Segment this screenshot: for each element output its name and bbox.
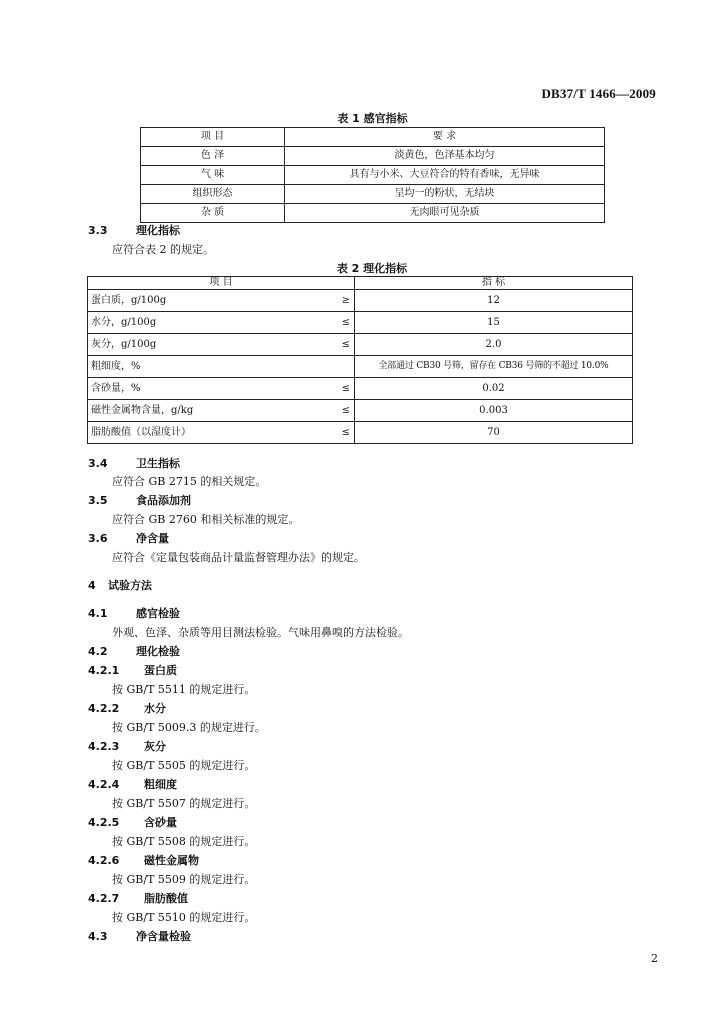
operator: ≤	[330, 422, 355, 444]
table-row	[88, 422, 633, 444]
operator: ≤	[330, 334, 355, 356]
column-header: 项 目	[141, 128, 285, 147]
table-cell: 气 味	[141, 166, 285, 185]
section-text: 外观、色泽、杂质等用目测法检验。气味用鼻嗅的方法检验。	[112, 626, 409, 639]
operator	[330, 356, 355, 378]
section-text: 应符合表 2 的规定。	[112, 243, 214, 256]
operator: ≤	[330, 312, 355, 334]
section-title: 试验方法	[108, 579, 152, 592]
physicochemical-table	[87, 276, 633, 444]
item-value: 全部通过 CB30 号筛，留存在 CB36 号筛的不超过 10.0%	[355, 356, 633, 378]
section-heading	[88, 492, 191, 508]
table-cell: 具有与小米、大豆符合的特有香味，无异味	[285, 166, 605, 185]
column-header: 指 标	[355, 277, 633, 290]
operator: ≤	[330, 378, 355, 400]
table-cell: 淡黄色，色泽基本均匀	[285, 147, 605, 166]
section-number: 3.6	[88, 532, 108, 545]
section-heading	[88, 814, 177, 830]
item-name: 灰分，g/100g	[88, 334, 331, 356]
table-cell: 组织形态	[141, 185, 285, 204]
table-row	[141, 185, 605, 204]
table-row	[88, 356, 633, 378]
item-name: 水分，g/100g	[88, 312, 331, 334]
section-heading	[88, 852, 199, 868]
section-text: 应符合《定量包装商品计量监督管理办法》的规定。	[112, 551, 365, 564]
item-value: 0.02	[355, 378, 633, 400]
section-number: 4.2.4	[88, 778, 120, 791]
section-number: 4.3	[88, 930, 108, 943]
table-row	[88, 334, 633, 356]
item-value: 70	[355, 422, 633, 444]
section-heading	[88, 700, 166, 716]
document-code: DB37/T 1466—2009	[541, 86, 656, 101]
item-value: 12	[355, 290, 633, 312]
section-number: 3.4	[88, 457, 108, 470]
section-number: 4.2.6	[88, 854, 120, 867]
chapter-heading	[88, 577, 152, 593]
table-cell: 无肉眼可见杂质	[285, 204, 605, 223]
section-heading	[88, 530, 169, 546]
section-heading	[88, 890, 188, 906]
column-header: 要 求	[285, 128, 605, 147]
section-title: 理化检验	[136, 645, 180, 658]
item-value: 15	[355, 312, 633, 334]
table-row	[88, 378, 633, 400]
section-title: 理化指标	[136, 224, 180, 237]
item-name: 含砂量，%	[88, 378, 331, 400]
column-header: 项 目	[88, 277, 355, 290]
section-title: 水分	[144, 702, 166, 715]
section-title: 粗细度	[144, 778, 177, 791]
table1-caption: 表 1 感官指标	[337, 112, 408, 125]
section-title: 灰分	[144, 740, 166, 753]
table-header-row	[141, 128, 605, 147]
section-number: 3.5	[88, 494, 108, 507]
section-number: 4.2.2	[88, 702, 120, 715]
section-number: 4.2.3	[88, 740, 120, 753]
section-heading	[88, 928, 191, 944]
section-text: 按 GB/T 5508 的规定进行。	[112, 835, 256, 848]
table-header-row	[88, 277, 633, 290]
section-number: 3.3	[88, 224, 108, 237]
section-number: 4.2.1	[88, 664, 120, 677]
table-cell: 呈均一的粉状，无结块	[285, 185, 605, 204]
section-title: 净含量	[136, 532, 169, 545]
section-text: 按 GB/T 5009.3 的规定进行。	[112, 721, 266, 734]
table-row	[88, 400, 633, 422]
section-number: 4	[88, 579, 96, 592]
item-name: 脂肪酸值（以湿度计）	[88, 422, 331, 444]
sensory-table	[140, 127, 605, 223]
section-number: 4.2.5	[88, 816, 120, 829]
item-name: 蛋白质，g/100g	[88, 290, 331, 312]
section-heading	[88, 662, 177, 678]
table-row	[88, 312, 633, 334]
section-heading	[88, 455, 180, 471]
section-text: 按 GB/T 5511 的规定进行。	[112, 683, 256, 696]
table-cell: 杂 质	[141, 204, 285, 223]
section-title: 磁性金属物	[144, 854, 199, 867]
section-title: 脂肪酸值	[144, 892, 188, 905]
section-title: 蛋白质	[144, 664, 177, 677]
table-row	[141, 166, 605, 185]
section-text: 按 GB/T 5509 的规定进行。	[112, 873, 256, 886]
item-name: 粗细度，%	[88, 356, 331, 378]
operator: ≥	[330, 290, 355, 312]
operator: ≤	[330, 400, 355, 422]
section-title: 感官检验	[136, 607, 180, 620]
section-text: 应符合 GB 2760 和相关标准的规定。	[112, 513, 300, 526]
section-text: 应符合 GB 2715 的相关规定。	[112, 475, 267, 488]
item-value: 2.0	[355, 334, 633, 356]
table-cell: 色 泽	[141, 147, 285, 166]
section-heading	[88, 222, 180, 238]
section-heading	[88, 643, 180, 659]
section-text: 按 GB/T 5505 的规定进行。	[112, 759, 256, 772]
section-heading	[88, 605, 180, 621]
section-number: 4.2.7	[88, 892, 120, 905]
section-heading	[88, 738, 166, 754]
table-row	[141, 147, 605, 166]
table-row	[141, 204, 605, 223]
table-row	[88, 290, 633, 312]
section-title: 食品添加剂	[136, 494, 191, 507]
section-title: 卫生指标	[136, 457, 180, 470]
item-name: 磁性金属物含量，g/kg	[88, 400, 331, 422]
item-value: 0.003	[355, 400, 633, 422]
section-heading	[88, 776, 177, 792]
section-title: 含砂量	[144, 816, 177, 829]
page-number: 2	[651, 952, 658, 965]
section-number: 4.1	[88, 607, 108, 620]
table2-caption: 表 2 理化指标	[336, 262, 408, 275]
section-title: 净含量检验	[136, 930, 191, 943]
section-number: 4.2	[88, 645, 108, 658]
section-text: 按 GB/T 5507 的规定进行。	[112, 797, 256, 810]
section-text: 按 GB/T 5510 的规定进行。	[112, 911, 256, 924]
